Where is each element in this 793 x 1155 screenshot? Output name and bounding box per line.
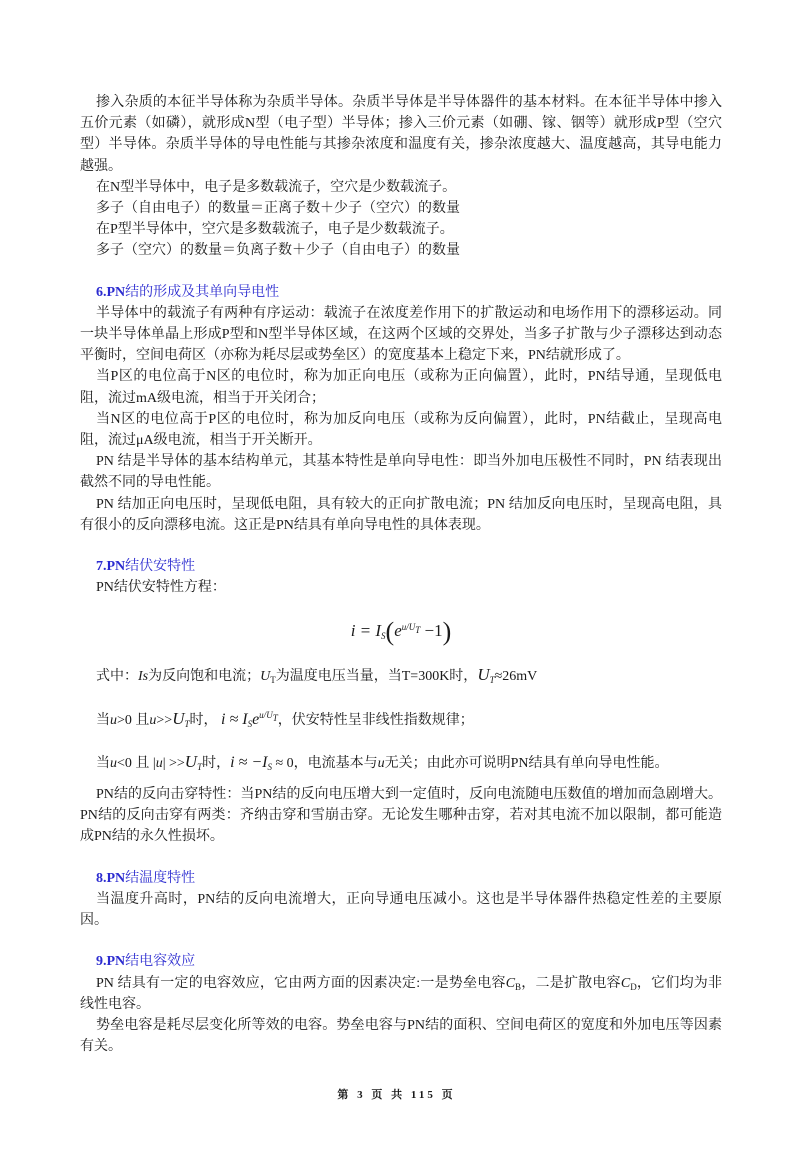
t: i ≈ −I (230, 753, 268, 771)
t: 为反向饱和电流； (148, 669, 261, 685)
t: U (172, 708, 185, 728)
t: | >> (162, 755, 185, 771)
t: 当 (96, 712, 110, 728)
paragraph: 当N区的电位高于P区的电位时，称为加反向电压（或称为反向偏置），此时，PN结截止，呈现高电阻，流过μA级电流，相当于开关断开。 (80, 411, 722, 449)
t: u (155, 755, 163, 771)
t: i ≈ I (221, 710, 248, 728)
eq-exp-ut: U (408, 622, 416, 633)
t: S (267, 761, 272, 772)
section-6-heading (80, 282, 722, 303)
t: T (489, 675, 495, 686)
t: U (260, 669, 271, 685)
t: PN 结具有一定的电容效应，它由两方面的因素决定:一是势垒电容 (96, 975, 506, 991)
section-7-heading (80, 556, 722, 577)
section-8-heading (80, 868, 722, 889)
eq-exp-t: T (415, 625, 421, 636)
t: e (252, 710, 260, 728)
t: B (515, 981, 522, 992)
t: 式中： (96, 669, 138, 685)
section-number: 7.PN (96, 559, 126, 575)
t: U (266, 709, 273, 720)
t: 当 (96, 755, 110, 771)
page-footer: 第 3 页 共 115 页 (337, 1089, 456, 1102)
intro-line-3: 在P型半导体中，空穴是多数载流子，电子是少数载流子。 (96, 222, 454, 238)
t: ，二是扩散电容 (521, 975, 621, 991)
t: C (505, 975, 516, 991)
t: T (272, 712, 278, 723)
iv-equation: $i = I_S(e^{u/U_T} -1)$ (350, 617, 452, 647)
t: T (270, 675, 276, 686)
t: U (184, 751, 198, 771)
t: u (110, 712, 117, 728)
eq-sub: S (381, 631, 386, 642)
t: u (377, 755, 385, 771)
eq-e: e (394, 621, 402, 641)
t: ，伏安特性呈非线性指数规律； (277, 712, 474, 728)
paragraph: 当P区的电位高于N区的电位时，称为加正向电压（或称为正向偏置），此时，PN结导通，呈现低电阻，流过mA级电流，相当于开关闭合； (80, 369, 722, 406)
section-number: 8.PN (96, 870, 126, 886)
t: ，电流基本与 (293, 755, 378, 771)
t: u (110, 755, 117, 771)
t: ≈26mV (494, 669, 538, 685)
t: T (184, 718, 190, 729)
t: 时， (202, 755, 231, 771)
t: S (247, 718, 253, 729)
where-line (80, 664, 722, 687)
paragraph: PN 结是半导体的基本结构单元，其基本特性是单向导电性：即当外加电压极性不同时，PN 结表现出截然不同的导电性能。 (80, 454, 722, 491)
intro-paragraph: 掺入杂质的本征半导体称为杂质半导体。杂质半导体是半导体器件的基本材料。在本征半导体中掺入五价元素（如磷），就形成N型（电子型）半导体；掺入三价元素（如硼、镓、铟等）就形成P型（空穴型）半导体。杂质半导体的导电性能与其掺杂浓度和温度有关，掺杂浓度越大、温度越高，其导电能力越强。 (80, 95, 722, 174)
t: 为温度电压当量，当T=300K时， (275, 669, 478, 685)
breakdown-paragraph: PN结的反向击穿特性：当PN结的反向电压增大到一定值时，反向电流随电压数值的增加而急剧增大。PN结的反向击穿有两类：齐纳击穿和雪崩击穿。无论发生哪种击穿，若对其电流不加以限制，都可能造成PN结的永久性损坏。 (80, 787, 722, 845)
section-title: 结伏安特性 (125, 559, 196, 575)
paragraph: 当温度升高时，PN结的反向电流增大，正向导通电压减小。这也是半导体器件热稳定性差的主要原因。 (80, 891, 722, 929)
t: T (197, 761, 203, 772)
t: D (630, 981, 637, 992)
capacitance-paragraph (80, 973, 722, 1015)
t: ，它们均为非线性电容。 (80, 975, 723, 1012)
section-title: 结电容效应 (125, 954, 196, 970)
intro-line-1: 在N型半导体中，电子是多数载流子，空穴是少数载流子。 (96, 179, 457, 195)
t: >> (156, 712, 173, 728)
eq-lhs: i = I (350, 621, 382, 641)
t: ≈ 0 (271, 755, 294, 771)
paragraph: 半导体中的载流子有两种有序运动：载流子在浓度差作用下的扩散运动和电场作用下的漂移运动。同一块半导体单晶上形成P型和N型半导体区域，在这两个区域的交界处，当多子扩散与少子漂移达到动态平衡时，空间电荷区（亦称为耗尽层或势垒区）的宽度基本上稳定下来，PN结就形成了。 (80, 305, 722, 364)
section-title: 结的形成及其单向导电性 (125, 284, 280, 300)
t: u (149, 712, 157, 728)
paragraph: 势垒电容是耗尽层变化所等效的电容。势垒电容与PN结的面积、空间电荷区的宽度和外加电压等因素有关。 (80, 1017, 722, 1055)
equation-intro: PN结伏安特性方程： (96, 580, 226, 596)
t: >0 且 (117, 712, 150, 728)
t: <0 且 | (117, 755, 156, 771)
t: 时， (189, 712, 218, 728)
section-number: 6.PN (96, 284, 126, 300)
eq-exp-u: u (401, 622, 407, 633)
intro-line-4: 多子（空穴）的数量＝负离子数＋少子（自由电子）的数量 (96, 243, 460, 259)
section-title: 结温度特性 (125, 870, 196, 886)
t: Is (138, 669, 149, 685)
t: C (620, 975, 631, 991)
t: u (259, 709, 264, 720)
section-9-heading (80, 951, 722, 972)
paragraph: PN 结加正向电压时，呈现低电阻，具有较大的正向扩散电流；PN 结加反向电压时，呈现高电阻，具有很小的反向漂移电流。这正是PN结具有单向导电性的具体表现。 (80, 496, 722, 533)
t: 无关；由此亦可说明PN结具有单向导电性能。 (384, 755, 669, 771)
section-number: 9.PN (96, 954, 126, 970)
forward-bias-line: 当u>0 且$u>>U_T$时， $i \approx I_Se^{u/U_T}$，伏安特性呈非线性指数规律； (96, 708, 474, 729)
t: U (477, 665, 490, 685)
reverse-bias-line (80, 751, 722, 774)
intro-line-2: 多子（自由电子）的数量＝正离子数＋少子（空穴）的数量 (96, 201, 460, 217)
eq-minus-one: −1 (424, 621, 443, 641)
